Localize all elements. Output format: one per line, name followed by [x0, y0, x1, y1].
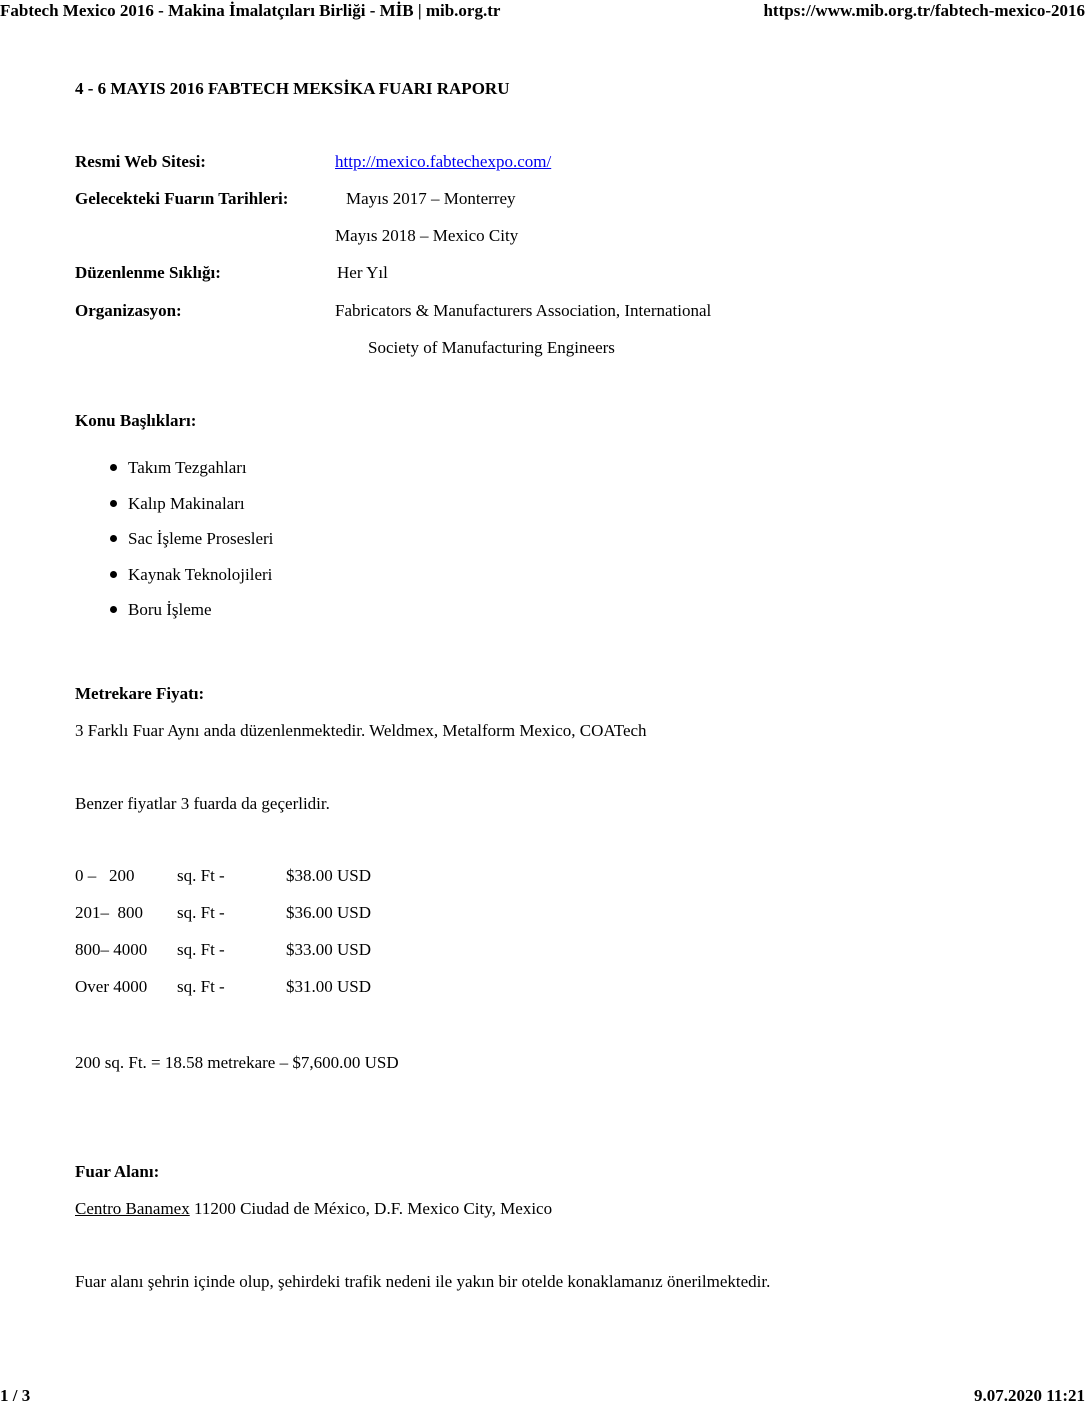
page-number: 1 / 3 [0, 1386, 31, 1405]
pricing-example: 200 sq. Ft. = 18.58 metrekare – $7,600.00 USD [75, 1053, 399, 1072]
range-cell: 201– 800 [75, 903, 143, 922]
topics-label: Konu Başlıkları: [75, 411, 197, 430]
list-item: Kaynak Teknolojileri [75, 562, 273, 598]
bullet-icon [110, 606, 117, 613]
pricing-note-2: Benzer fiyatlar 3 fuarda da geçerlidir. [75, 794, 330, 813]
website-link[interactable]: http://mexico.fabtechexpo.com/ [335, 152, 552, 171]
range-cell: 0 – 200 [75, 866, 135, 885]
bullet-icon [110, 535, 117, 542]
venue-link[interactable]: Centro Banamex [75, 1199, 190, 1218]
list-item: Boru İşleme [75, 597, 273, 633]
unit-cell: sq. Ft - [177, 977, 225, 996]
organization-2: Society of Manufacturing Engineers [368, 338, 615, 357]
header-url: https://www.mib.org.tr/fabtech-mexico-2016 [763, 1, 1085, 20]
list-item: Sac İşleme Prosesleri [75, 526, 273, 562]
unit-cell: sq. Ft - [177, 866, 225, 885]
bullet-icon [110, 500, 117, 507]
unit-cell: sq. Ft - [177, 940, 225, 959]
list-item: Kalıp Makinaları [75, 491, 273, 527]
report-title: 4 - 6 MAYIS 2016 FABTECH MEKSİKA FUARI RAPORU [75, 79, 510, 98]
organization-label: Organizasyon: [75, 301, 182, 320]
frequency-value: Her Yıl [337, 263, 388, 282]
pricing-label: Metrekare Fiyatı: [75, 684, 205, 703]
topics-list [75, 455, 273, 633]
website-label: Resmi Web Sitesi: [75, 152, 206, 171]
list-item: Takım Tezgahları [75, 455, 273, 491]
venue-address: 11200 Ciudad de México, D.F. Mexico City, Mexico [189, 1199, 553, 1218]
range-cell: 800– 4000 [75, 940, 148, 959]
pricing-note-1: 3 Farklı Fuar Aynı anda düzenlenmektedir. Weldmex, Metalform Mexico, COATech [75, 721, 647, 740]
bullet-icon [110, 571, 117, 578]
future-date-2: Mayıs 2018 – Mexico City [335, 226, 519, 245]
header-page-title: Fabtech Mexico 2016 - Makina İmalatçıları Birliği - MİB | mib.org.tr [0, 1, 501, 20]
venue-label: Fuar Alanı: [75, 1162, 160, 1181]
venue-note: Fuar alanı şehrin içinde olup, şehirdeki trafik nedeni ile yakın bir otelde konaklamanız önerilmektedir. [75, 1272, 771, 1291]
price-cell: $31.00 USD [286, 977, 372, 996]
future-date-1: Mayıs 2017 – Monterrey [346, 189, 516, 208]
range-cell: Over 4000 [75, 977, 148, 996]
venue-line [75, 1199, 552, 1219]
print-datetime: 9.07.2020 11:21 [974, 1386, 1085, 1405]
price-cell: $36.00 USD [286, 903, 372, 922]
bullet-icon [110, 464, 117, 471]
price-cell: $38.00 USD [286, 866, 372, 885]
price-cell: $33.00 USD [286, 940, 372, 959]
frequency-label: Düzenlenme Sıklığı: [75, 263, 221, 282]
future-dates-label: Gelecekteki Fuarın Tarihleri: [75, 189, 289, 208]
unit-cell: sq. Ft - [177, 903, 225, 922]
organization-1: Fabricators & Manufacturers Association, International [335, 301, 712, 320]
